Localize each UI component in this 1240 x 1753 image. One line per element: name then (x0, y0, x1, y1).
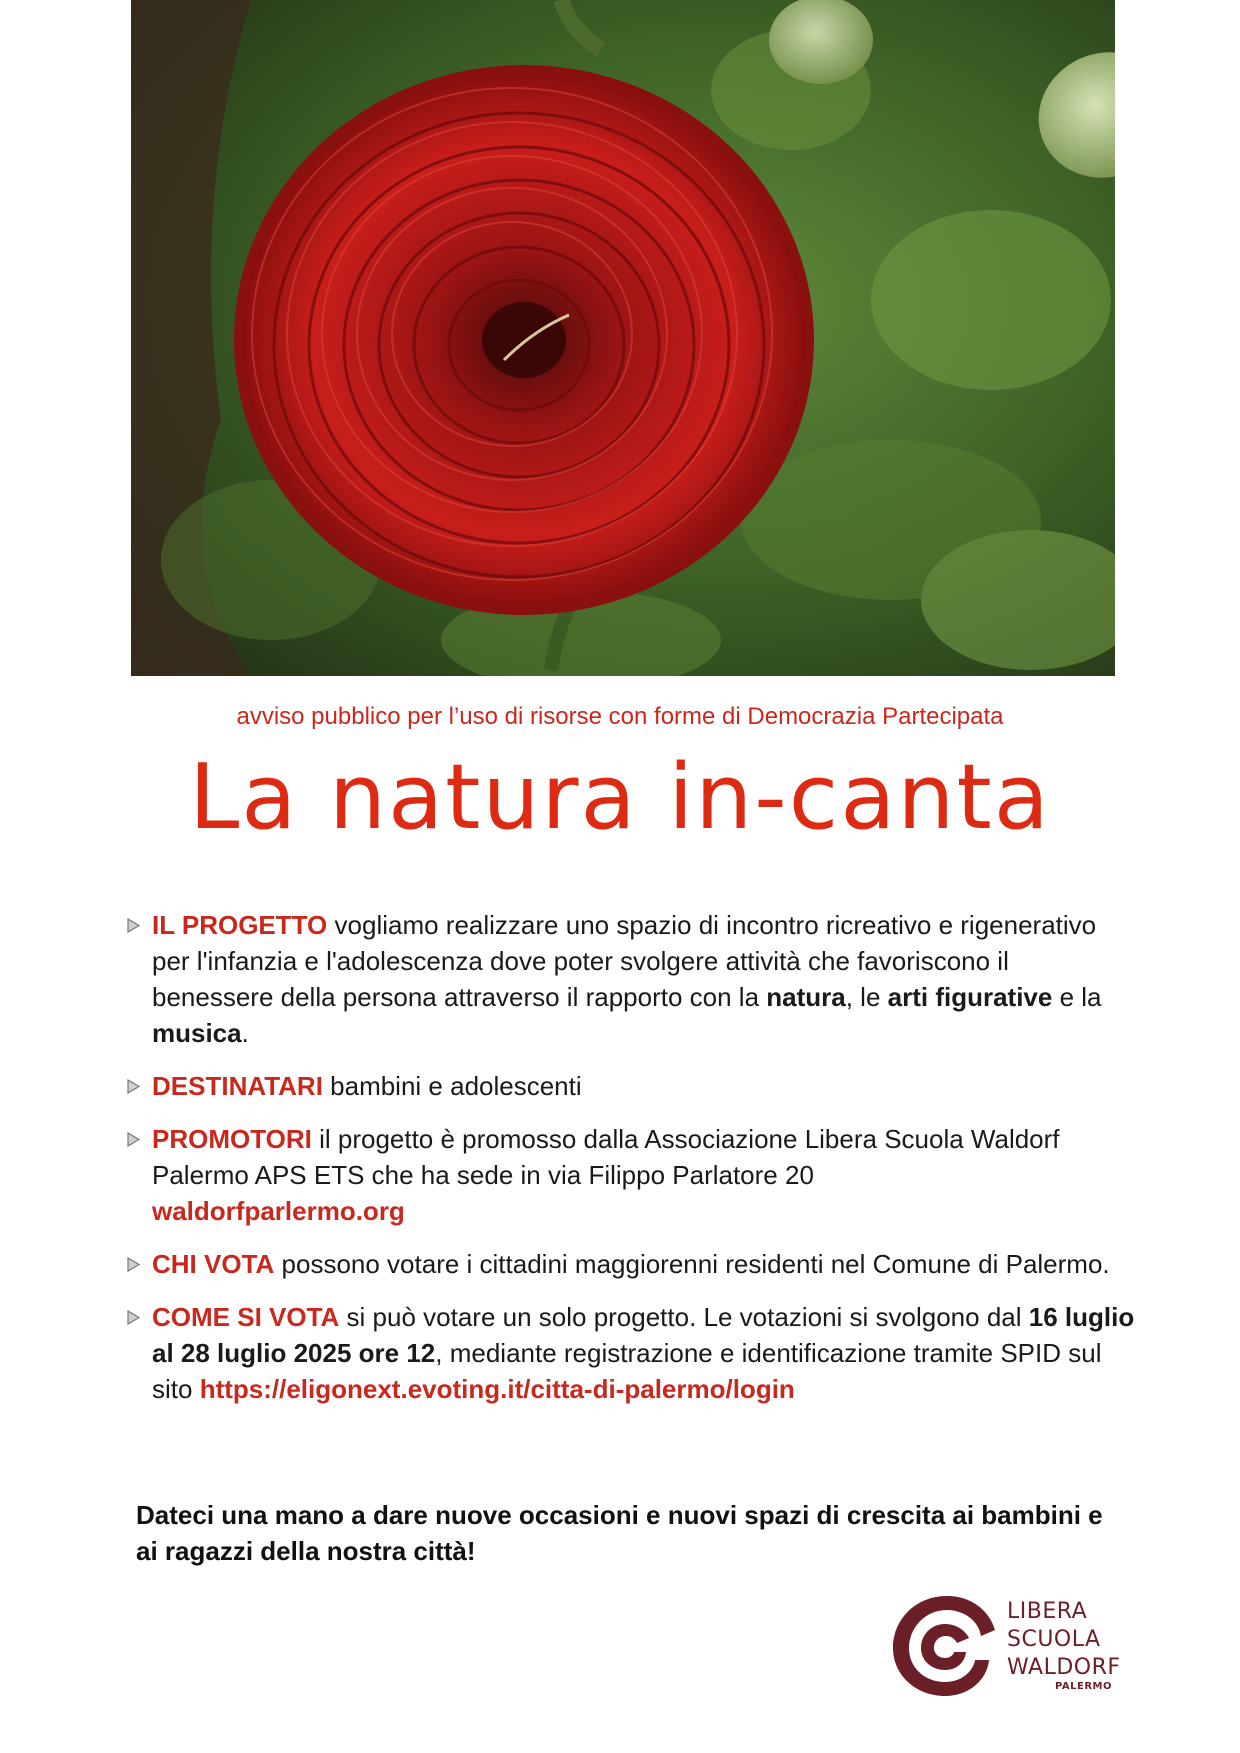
label-promotori: PROMOTORI (152, 1124, 312, 1154)
text-come-si-vota-1: si può votare un solo progetto. Le votazioni si svolgono dal (339, 1302, 1029, 1332)
text-promotori: il progetto è promosso dalla Associazione Libera Scuola Waldorf Palermo APS ETS che ha sede in via Filippo Parlatore 20 (152, 1124, 1060, 1190)
list-item-destinatari (126, 1068, 1136, 1104)
list-item-progetto (126, 907, 1136, 1051)
logo-city: PALERMO (1055, 1681, 1113, 1692)
page-title: La natura in-canta (189, 745, 1051, 850)
bold-musica: musica (152, 1018, 242, 1048)
triangle-bullet-icon (126, 1310, 141, 1325)
label-progetto: IL PROGETTO (152, 910, 328, 940)
bold-voting-dates: 16 luglio al 28 luglio 2025 ore 12 (152, 1302, 1135, 1368)
list-item-promotori (126, 1121, 1136, 1229)
text-progetto-3: e la (1052, 982, 1102, 1012)
text-progetto-1: vogliamo realizzare uno spazio di incontro ricreativo e rigenerativo per l'infanzia e l'adolescenza dove poter svolgere attività che favoriscono il benessere della persona attraverso il rapporto con la (152, 910, 1097, 1012)
text-progetto-2: , le (845, 982, 888, 1012)
list-item-come-si-vota (126, 1299, 1136, 1407)
website-link[interactable]: waldorfparlermo.org (152, 1196, 405, 1226)
triangle-bullet-icon (126, 918, 141, 933)
flower-image (131, 0, 1115, 676)
bold-natura: natura (766, 982, 846, 1012)
text-chi-vota: possono votare i cittadini maggiorenni residenti nel Comune di Palermo. (274, 1249, 1110, 1279)
label-chi-vota: CHI VOTA (152, 1249, 275, 1279)
waldorf-logo (887, 1590, 1127, 1700)
list-item-chi-vota (126, 1246, 1136, 1282)
bold-arti-figurative: arti figurative (887, 982, 1053, 1012)
label-come-si-vota: COME SI VOTA (152, 1302, 340, 1332)
triangle-bullet-icon (126, 1079, 141, 1094)
triangle-bullet-icon (126, 1257, 141, 1272)
text-come-si-vota-2: , mediante registrazione e identificazione tramite SPID sul sito (152, 1338, 1102, 1404)
logo-line-1: LIBERA (1007, 1599, 1088, 1624)
label-destinatari: DESTINATARI (152, 1071, 323, 1101)
hero-photo (131, 0, 1115, 676)
info-list (126, 907, 1136, 1424)
text-destinatari: bambini e adolescenti (322, 1071, 582, 1101)
text-progetto-4: . (241, 1018, 249, 1048)
spiral-logo-icon (887, 1590, 1005, 1700)
voting-link[interactable]: https://eligonext.evoting.it/citta-di-palermo/login (199, 1374, 795, 1404)
logo-line-2: SCUOLA (1007, 1627, 1101, 1652)
logo-line-3: WALDORF (1007, 1655, 1121, 1680)
triangle-bullet-icon (126, 1132, 141, 1147)
subtitle: avviso pubblico per l’uso di risorse con forme di Democrazia Partecipata (236, 703, 1004, 730)
logo-wordmark (1007, 1598, 1121, 1682)
appeal-text: Dateci una mano a dare nuove occasioni e nuovi spazi di crescita ai bambini e ai ragazzi della nostra città! (136, 1500, 1103, 1566)
